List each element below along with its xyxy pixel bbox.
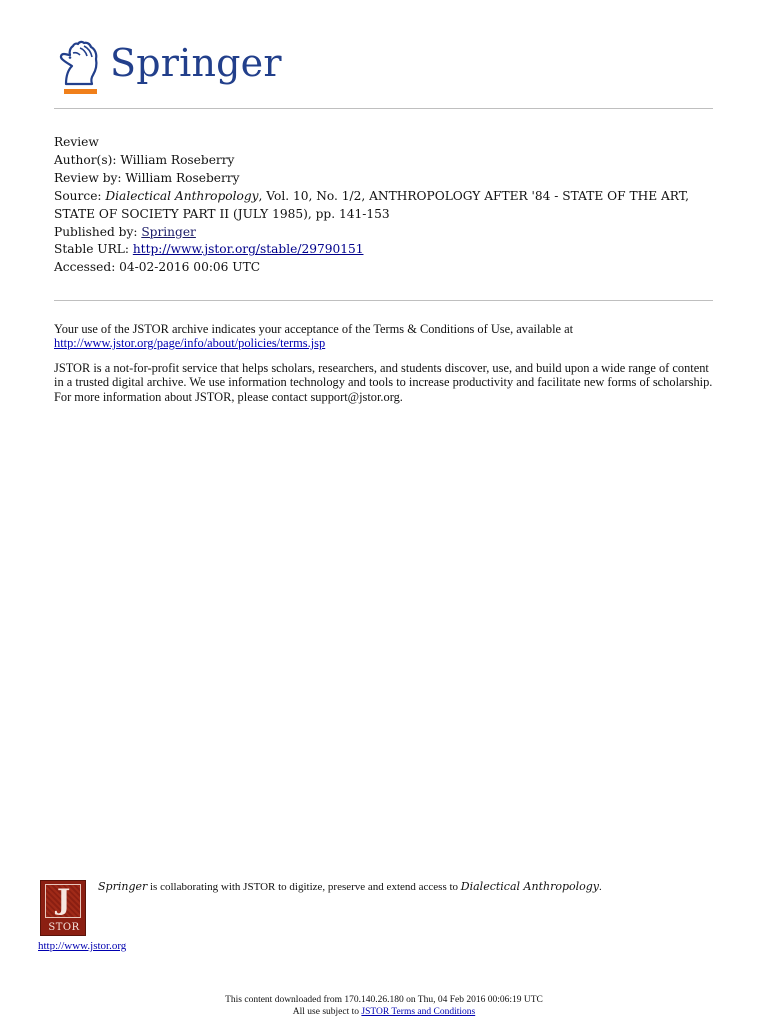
collab-text: is collaborating with JSTOR to digitize, preserve and extend access to xyxy=(147,881,461,893)
terms-footer-prefix: All use subject to xyxy=(292,1006,362,1017)
collab-publisher: Springer xyxy=(98,880,148,893)
stable-url-label: Stable URL: xyxy=(54,242,133,257)
terms-link[interactable]: http://www.jstor.org/page/info/about/policies/terms.jsp xyxy=(54,336,326,351)
publisher-logo xyxy=(56,38,282,98)
collab-period: . xyxy=(599,881,602,893)
jstor-seal-word: STOR xyxy=(48,922,80,933)
stable-url-line xyxy=(54,241,716,259)
header-divider xyxy=(54,108,713,109)
review-by-label: Review by: xyxy=(54,170,126,185)
jstor-seal-icon xyxy=(45,884,81,918)
download-info: This content downloaded from 170.140.26.180 on Thu, 04 Feb 2016 00:06:19 UTC xyxy=(225,995,543,1005)
author-label: Author(s): xyxy=(54,152,121,167)
jstor-logo xyxy=(40,880,86,936)
source-label: Source: xyxy=(54,188,106,203)
article-type: Review xyxy=(54,135,99,149)
stable-url-link[interactable]: http://www.jstor.org/stable/29790151 xyxy=(132,242,364,257)
springer-horse-icon xyxy=(56,40,102,96)
published-by-label: Published by: xyxy=(54,224,142,239)
publisher-link[interactable]: Springer xyxy=(141,224,196,239)
jstor-home-link[interactable]: http://www.jstor.org xyxy=(38,940,127,952)
review-by-value: William Roseberry xyxy=(125,170,240,185)
review-by-line xyxy=(54,170,716,188)
terms-paragraph xyxy=(54,322,720,351)
article-metadata xyxy=(54,134,716,277)
page-footer xyxy=(0,995,768,1019)
jstor-about-paragraph: JSTOR is a not-for-profit service that helps scholars, researchers, and students discover, use, and build upon a wide range of content in a trusted digital archive. We use information technology and tools to increase productivity and facilitate new forms of scholarship. For more information about JSTOR, please contact support@jstor.org. xyxy=(54,360,713,404)
source-journal: Dialectical Anthropology xyxy=(105,188,259,203)
terms-text: Your use of the JSTOR archive indicates your acceptance of the Terms & Conditions of Use, available at xyxy=(54,322,574,336)
terms-conditions-link[interactable]: JSTOR Terms and Conditions xyxy=(361,1006,476,1017)
source-details: , Vol. 10, No. 1/2, ANTHROPOLOGY AFTER '84 - STATE OF THE ART, STATE OF SOCIETY PART II (JULY 1985), pp. 141-153 xyxy=(54,188,689,221)
jstor-seal-letter: J xyxy=(57,883,71,916)
metadata-divider xyxy=(54,300,713,301)
publisher-wordmark: Springer xyxy=(110,41,282,85)
author-line xyxy=(54,152,716,170)
author-value: William Roseberry xyxy=(120,152,235,167)
jstor-terms xyxy=(54,322,720,414)
terms-footer-line xyxy=(0,1007,768,1019)
published-by-line xyxy=(54,224,716,242)
collaboration-statement xyxy=(98,880,708,894)
accessed-line: Accessed: 04-02-2016 00:06 UTC xyxy=(54,260,261,275)
collab-journal: Dialectical Anthropology xyxy=(460,880,600,893)
source-line xyxy=(54,188,716,224)
